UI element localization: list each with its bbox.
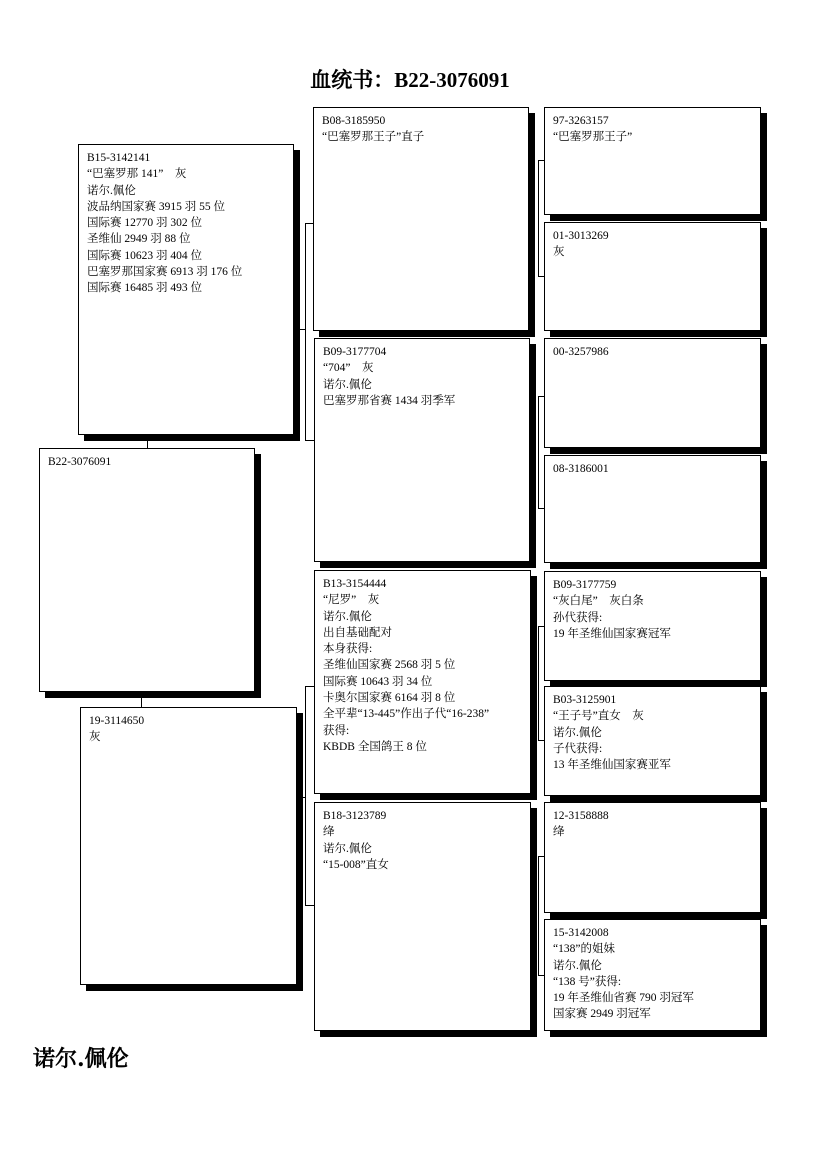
- pedigree-line: 卡奥尔国家赛 6164 羽 8 位: [323, 692, 456, 705]
- dam-dam-box: [314, 802, 531, 1031]
- dam-sire-dam-box: [544, 686, 761, 796]
- pedigree-line: 国际赛 10643 羽 34 位: [323, 675, 433, 688]
- pedigree-line: 波品纳国家赛 3915 羽 55 位: [87, 200, 225, 213]
- pedigree-line: 出自基础配对: [323, 626, 392, 639]
- pedigree-line: 诺尔.佩伦: [87, 184, 136, 197]
- pedigree-line: 灰: [553, 246, 565, 259]
- pedigree-line: “巴塞罗那 141” 灰: [87, 168, 187, 181]
- connector: [538, 856, 539, 975]
- pedigree-line: 诺尔.佩伦: [323, 842, 372, 855]
- connector: [293, 329, 305, 330]
- sire-dam-dam-box: [544, 455, 761, 563]
- pedigree-line: 绛: [323, 826, 335, 839]
- pedigree-line: 国家赛 2949 羽冠军: [553, 1008, 651, 1021]
- pedigree-line: B22-3076091: [48, 456, 112, 468]
- pedigree-line: 本身获得:: [323, 643, 373, 656]
- dam-sire-box: [314, 570, 531, 794]
- pedigree-line: B09-3177759: [553, 579, 617, 591]
- pedigree-line: B18-3123789: [323, 810, 387, 822]
- pedigree-line: 诺尔.佩伦: [323, 610, 372, 623]
- pedigree-line: “15-008”直女: [323, 858, 389, 871]
- pedigree-line: 诺尔.佩伦: [553, 726, 602, 739]
- sire-dam-sire-box: [544, 338, 761, 448]
- pedigree-line: 15-3142008: [553, 927, 609, 939]
- pedigree-line: “138”的姐妹: [553, 943, 615, 956]
- connector: [296, 797, 305, 798]
- pedigree-line: KBDB 全国鸽王 8 位: [323, 740, 427, 753]
- pedigree-line: 19 年圣维仙国家赛冠军: [553, 627, 671, 640]
- connector: [538, 396, 539, 508]
- pedigree-line: “138 号”获得:: [553, 975, 622, 988]
- pedigree-line: 巴塞罗那国家赛 6913 羽 176 位: [87, 266, 243, 279]
- sire-sire-box: [313, 107, 529, 331]
- pedigree-line: “灰白尾” 灰白条: [553, 595, 644, 608]
- pedigree-line: 子代获得:: [553, 742, 603, 755]
- connector: [147, 434, 148, 448]
- pedigree-line: “704” 灰: [323, 362, 374, 375]
- pedigree-line: 巴塞罗那省赛 1434 羽季军: [323, 394, 456, 407]
- pedigree-line: B03-3125901: [553, 694, 617, 706]
- pedigree-line: B15-3142141: [87, 152, 151, 164]
- dam-dam-dam-box: [544, 919, 761, 1031]
- pedigree-line: 01-3013269: [553, 230, 609, 242]
- connector: [305, 223, 313, 224]
- pedigree-line: “尼罗” 灰: [323, 594, 380, 607]
- pedigree-line: 圣维仙 2949 羽 88 位: [87, 233, 191, 246]
- pedigree-line: 国际赛 16485 羽 493 位: [87, 282, 202, 295]
- pedigree-line: 国际赛 12770 羽 302 位: [87, 217, 202, 230]
- subject-box: [39, 448, 255, 692]
- sire-box: [78, 144, 294, 435]
- connector: [305, 686, 314, 687]
- connector: [305, 905, 314, 906]
- pedigree-line: 孙代获得:: [553, 611, 603, 624]
- dam-sire-sire-box: [544, 571, 761, 681]
- sire-dam-box: [314, 338, 530, 562]
- pedigree-line: “王子号”直女 灰: [553, 710, 644, 723]
- pedigree-line: 19-3114650: [89, 715, 145, 727]
- dam-box: [80, 707, 297, 985]
- breeder-name: 诺尔.佩伦: [33, 1046, 129, 1072]
- pedigree-line: 19 年圣维仙省赛 790 羽冠军: [553, 992, 694, 1005]
- dam-dam-sire-box: [544, 802, 761, 913]
- sire-sire-dam-box: [544, 222, 761, 331]
- connector: [141, 691, 142, 707]
- sire-sire-sire-box: [544, 107, 761, 215]
- connector: [305, 686, 306, 905]
- pedigree-line: B08-3185950: [322, 115, 386, 127]
- pedigree-line: B09-3177704: [323, 346, 387, 358]
- connector: [538, 626, 539, 740]
- pedigree-line: 08-3186001: [553, 463, 609, 475]
- pedigree-line: 诺尔.佩伦: [553, 959, 602, 972]
- pedigree-line: 00-3257986: [553, 346, 609, 358]
- connector: [538, 160, 539, 276]
- pedigree-line: “巴塞罗那王子”: [553, 131, 633, 144]
- pedigree-line: 国际赛 10623 羽 404 位: [87, 249, 202, 262]
- pedigree-line: B13-3154444: [323, 578, 387, 590]
- pedigree-line: 12-3158888: [553, 810, 609, 822]
- page-title: 血统书：B22-3076091: [310, 68, 510, 92]
- connector: [305, 440, 314, 441]
- pedigree-line: 全平辈“13-445”作出子代“16-238”: [323, 708, 490, 721]
- pedigree-line: 13 年圣维仙国家赛亚军: [553, 759, 671, 772]
- pedigree-line: 诺尔.佩伦: [323, 378, 372, 391]
- pedigree-line: 灰: [89, 731, 101, 744]
- pedigree-line: 获得:: [323, 724, 350, 737]
- pedigree-line: 97-3263157: [553, 115, 609, 127]
- pedigree-line: 圣维仙国家赛 2568 羽 5 位: [323, 659, 456, 672]
- pedigree-line: 绛: [553, 826, 565, 839]
- pedigree-line: “巴塞罗那王子”直子: [322, 131, 425, 144]
- connector: [305, 223, 306, 440]
